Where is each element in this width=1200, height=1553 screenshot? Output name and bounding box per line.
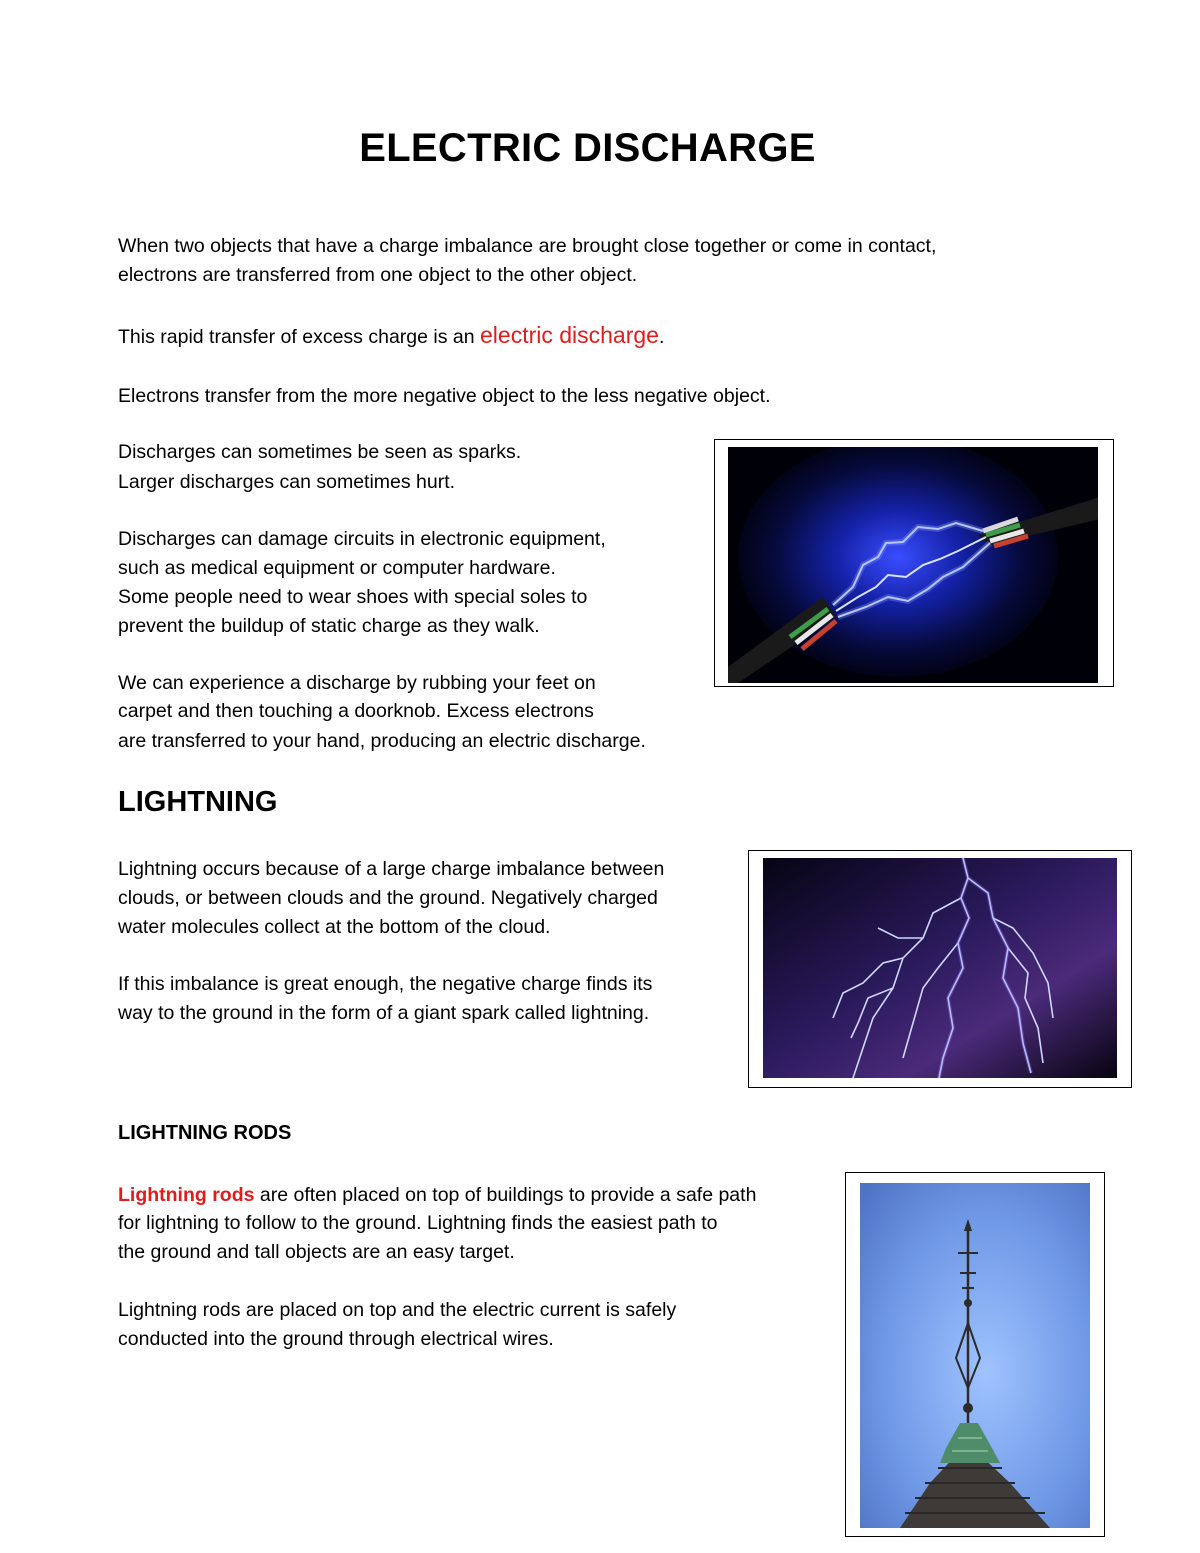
damage-line-4: prevent the buildup of static charge as they walk. — [118, 615, 540, 637]
intro-line-1: When two objects that have a charge imbalance are brought close together or come in contact, — [118, 235, 937, 257]
lightning-p2-line-2: way to the ground in the form of a giant spark called lightning. — [118, 1002, 650, 1024]
electric-spark-wires-image — [714, 439, 1114, 687]
rods-p1-line-1 — [118, 1181, 756, 1210]
sparks-line-2: Larger discharges can sometimes hurt. — [118, 471, 456, 493]
lightning-rods-term: Lightning rods — [118, 1184, 255, 1206]
definition-text: This rapid transfer of excess charge is an — [118, 326, 480, 348]
lightning-p2-line-1: If this imbalance is great enough, the negative charge finds its — [118, 973, 653, 995]
damage-line-2: such as medical equipment or computer hardware. — [118, 557, 556, 579]
experience-line-3: are transferred to your hand, producing an electric discharge. — [118, 730, 646, 752]
rods-p2-line-1: Lightning rods are placed on top and the electric current is safely — [118, 1299, 677, 1321]
experience-line-2: carpet and then touching a doorknob. Excess electrons — [118, 700, 594, 722]
rods-p2-line-2: conducted into the ground through electrical wires. — [118, 1328, 554, 1350]
experience-line-1: We can experience a discharge by rubbing your feet on — [118, 672, 596, 694]
lightning-rods-heading: LIGHTNING RODS — [118, 1122, 292, 1144]
lightning-p1-line-1: Lightning occurs because of a large charge imbalance between — [118, 858, 665, 880]
page-title: ELECTRIC DISCHARGE — [359, 126, 816, 170]
sparks-line-1: Discharges can sometimes be seen as sparks. — [118, 441, 522, 463]
rods-p1-line-1-rest: are often placed on top of buildings to provide a safe path — [254, 1184, 757, 1206]
definition-paragraph — [118, 321, 664, 352]
rods-p1-line-2: for lightning to follow to the ground. Lightning finds the easiest path to — [118, 1212, 718, 1234]
damage-line-1: Discharges can damage circuits in electronic equipment, — [118, 528, 606, 550]
intro-line-2: electrons are transferred from one object to the other object. — [118, 264, 638, 286]
electric-spark-picture — [728, 447, 1098, 683]
rods-p1-line-3: the ground and tall objects are an easy target. — [118, 1241, 515, 1263]
definition-period: . — [658, 326, 665, 348]
damage-line-3: Some people need to wear shoes with special soles to — [118, 586, 588, 608]
lightning-rod-spire-image — [845, 1172, 1105, 1537]
electric-discharge-term: electric discharge — [480, 322, 659, 348]
lightning-picture — [763, 858, 1117, 1078]
lightning-storm-image — [748, 850, 1132, 1088]
transfer-direction-text: Electrons transfer from the more negative object to the less negative object. — [118, 385, 771, 407]
lightning-rod-picture — [860, 1183, 1090, 1528]
lightning-p1-line-3: water molecules collect at the bottom of the cloud. — [118, 916, 551, 938]
lightning-heading: LIGHTNING — [118, 786, 278, 818]
lightning-p1-line-2: clouds, or between clouds and the ground. Negatively charged — [118, 887, 658, 909]
